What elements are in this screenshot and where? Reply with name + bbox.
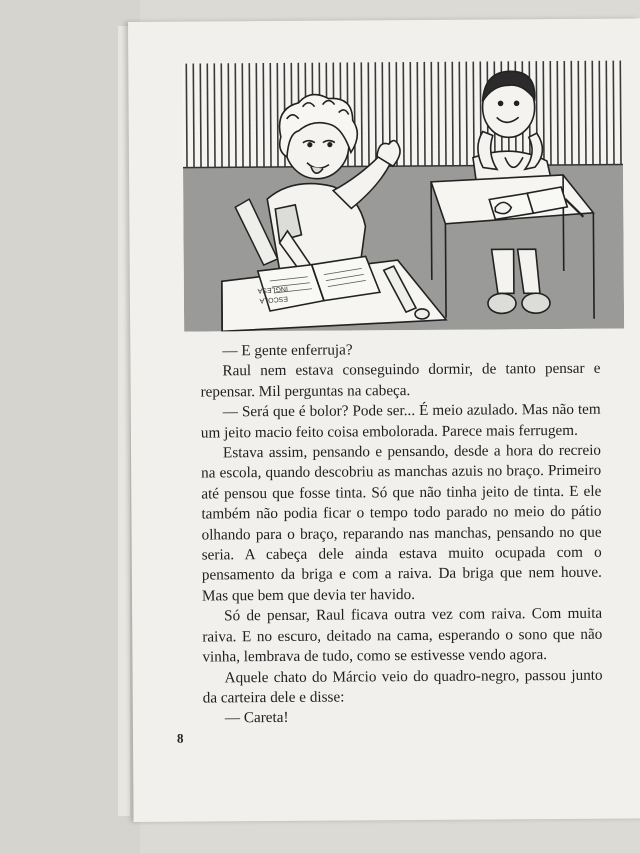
paragraph: Aquele chato do Márcio veio do quadro-negro, passou junto da carteira dele e disse: bbox=[202, 666, 603, 707]
page-number: 8 bbox=[176, 730, 184, 746]
body-text bbox=[200, 339, 603, 730]
paragraph: Estava assim, pensando e pensando, desde a hora do recreio na escola, quando descobriu as manchas azuis no braço. Primeiro até pensou que fosse tinta. Só que não tinha jeito de tinta. E ele também não podia ficar o tempo todo parado no meio do pátio olhando para o braço, reparando nas manchas, pensando no que seria. A cabeça dele ainda estava muito ocupada com o pensamento da briga e com a raiva. Da briga que nem houve. Mas que bem que devia ter havido. bbox=[201, 441, 602, 605]
classroom-illustration bbox=[182, 57, 624, 332]
paragraph: Raul nem estava conseguindo dormir, de tanto pensar e repensar. Mil perguntas na cabeça. bbox=[200, 360, 601, 401]
paragraph: Só de pensar, Raul ficava outra vez com raiva. Com muita raiva. E no escuro, deitado na cama, esperando o sono que não vinha, lembrava de tudo, como se estivesse vendo agora. bbox=[202, 604, 603, 666]
striped-wall bbox=[182, 61, 623, 168]
paragraph: — E gente enferruja? bbox=[222, 341, 353, 360]
book-text-left: ESCOLA bbox=[259, 294, 289, 304]
paragraph: — Careta! bbox=[224, 709, 289, 727]
paragraph: — Será que é bolor? Pode ser... É meio azulado. Mas não tem um jeito macio feito coisa embolorada. Parece mais ferrugem. bbox=[200, 400, 601, 442]
book-text-right: INGLESA bbox=[257, 284, 289, 294]
book-page bbox=[128, 18, 640, 822]
